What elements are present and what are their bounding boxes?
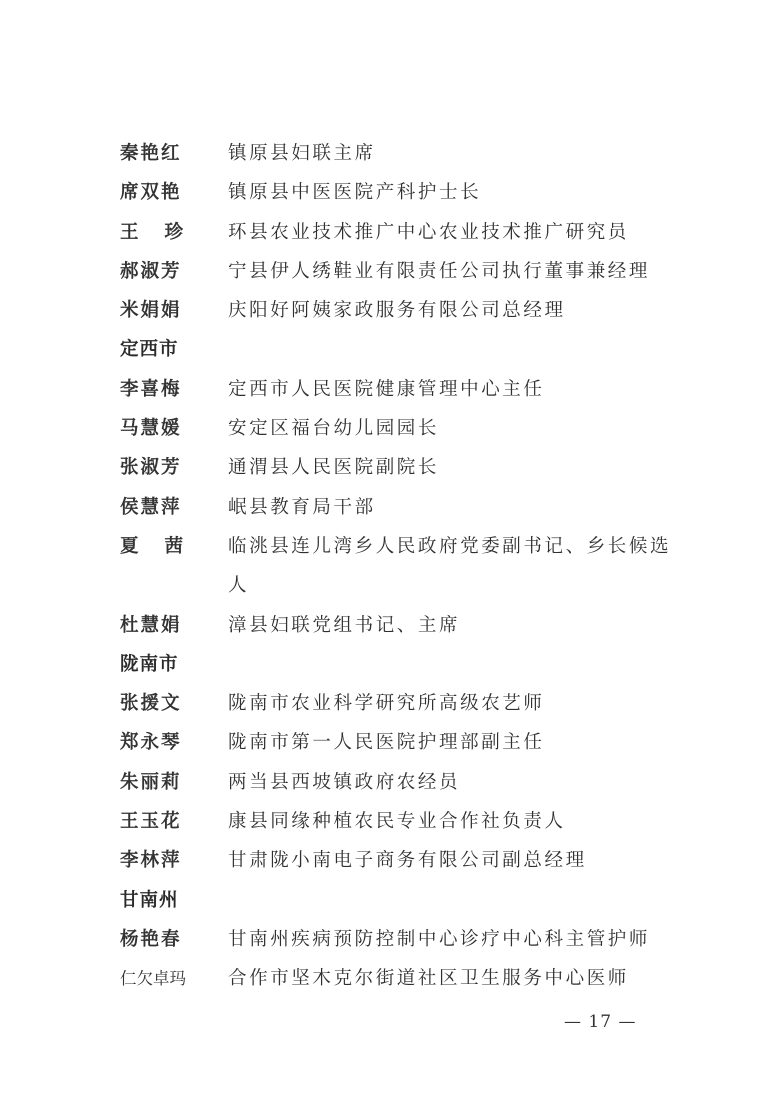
person-name: 马慧媛 <box>120 418 182 440</box>
person-title: 合作市坚木克尔街道社区卫生服务中心医师 <box>228 968 629 990</box>
list-item <box>120 962 680 1001</box>
person-name: 秦艳红 <box>120 143 182 164</box>
person-name: 杨艳春 <box>120 928 182 950</box>
person-name <box>120 216 183 249</box>
person-name-char: 茜 <box>164 535 183 557</box>
list-item <box>120 844 680 883</box>
person-name-char: 夏 <box>120 535 139 557</box>
person-name-char: 珍 <box>164 221 183 243</box>
list-item <box>120 294 680 333</box>
person-title: 镇原县中医医院产科护士长 <box>228 182 482 204</box>
list-item <box>120 923 680 962</box>
list-item <box>120 216 680 255</box>
person-name <box>120 530 183 563</box>
region-label: 定西市 <box>120 339 179 361</box>
list-item <box>120 726 680 765</box>
list-item <box>120 412 680 451</box>
region-label: 陇南市 <box>120 653 179 675</box>
person-name-char: 王 <box>120 221 139 243</box>
person-name: 杜慧娟 <box>120 614 182 636</box>
person-name: 仁欠卓玛 <box>120 969 186 989</box>
honoree-list <box>120 137 680 1002</box>
person-title: 甘南州疾病预防控制中心诊疗中心科主管护师 <box>228 928 651 950</box>
person-title: 安定区福台幼儿园园长 <box>228 418 440 440</box>
list-item <box>120 137 680 176</box>
region-heading <box>120 333 680 372</box>
list-item <box>120 491 680 530</box>
person-name: 朱丽莉 <box>120 771 182 793</box>
person-title: 康县同缘种植农民专业合作社负责人 <box>228 811 566 833</box>
person-name: 侯慧萍 <box>120 496 182 518</box>
person-title: 环县农业技术推广中心农业技术推广研究员 <box>228 221 629 243</box>
person-name: 张淑芳 <box>120 457 182 479</box>
region-heading <box>120 648 680 687</box>
person-name: 李林萍 <box>120 850 182 872</box>
person-name: 郑永琴 <box>120 732 182 754</box>
list-item <box>120 766 680 805</box>
person-title: 定西市人民医院健康管理中心主任 <box>228 378 545 400</box>
person-title: 漳县妇联党组书记、主席 <box>228 614 461 636</box>
region-label: 甘南州 <box>120 889 179 911</box>
list-item <box>120 805 680 844</box>
person-title: 庆阳好阿姨家政服务有限公司总经理 <box>228 300 566 322</box>
list-item <box>120 451 680 490</box>
list-item <box>120 176 680 215</box>
person-title: 陇南市农业科学研究所高级农艺师 <box>228 693 545 715</box>
list-item <box>120 373 680 412</box>
person-name: 米娟娟 <box>120 300 182 322</box>
person-name: 席双艳 <box>120 182 182 204</box>
page-number: — 17 — <box>564 1012 637 1032</box>
person-title: 临洮县连儿湾乡人民政府党委副书记、乡长候选人 <box>228 535 672 597</box>
list-item <box>120 609 680 648</box>
person-name: 郝淑芳 <box>120 260 182 282</box>
person-name: 王玉花 <box>120 811 182 833</box>
person-title: 通渭县人民医院副院长 <box>228 457 440 479</box>
person-title: 镇原县妇联主席 <box>228 143 376 164</box>
person-title: 甘肃陇小南电子商务有限公司副总经理 <box>228 850 587 872</box>
region-heading <box>120 884 680 923</box>
list-item <box>120 255 680 294</box>
person-title: 岷县教育局干部 <box>228 496 376 518</box>
person-name: 张援文 <box>120 693 182 715</box>
person-name: 李喜梅 <box>120 378 182 400</box>
person-title: 宁县伊人绣鞋业有限责任公司执行董事兼经理 <box>228 260 651 282</box>
list-item <box>120 687 680 726</box>
list-item <box>120 530 680 609</box>
person-title: 两当县西坡镇政府农经员 <box>228 771 461 793</box>
person-title: 陇南市第一人民医院护理部副主任 <box>228 732 545 754</box>
